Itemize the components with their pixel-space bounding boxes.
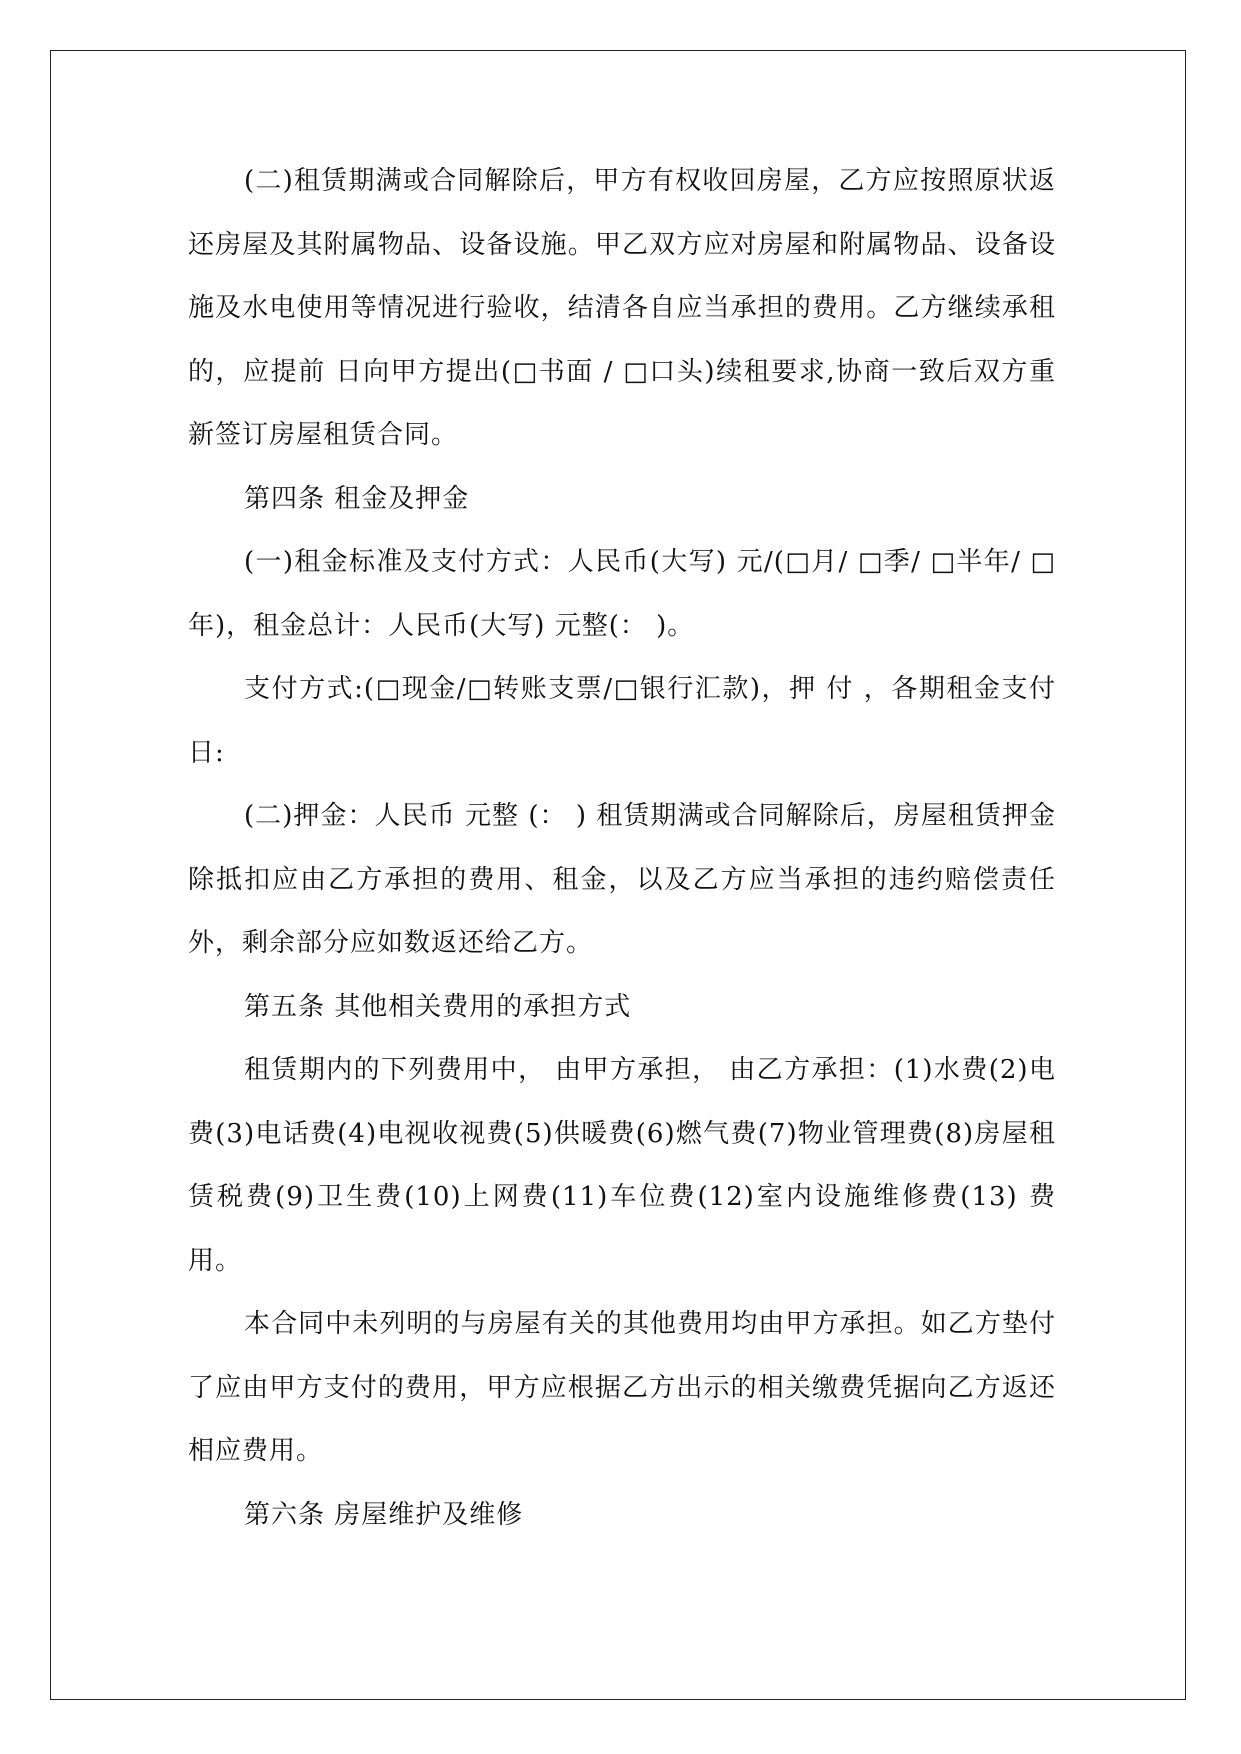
paragraph-deposit: (二)押金：人民币 元整 (： ) 租赁期满或合同解除后，房屋租赁押金除抵扣应由乙方承担的费用、租金，以及乙方应当承担的违约赔偿责任外，剩余部分应如数返还给乙方。 <box>188 801 1056 958</box>
paragraph-payment-method: 支付方式:(□现金/□转账支票/□银行汇款)，押 付 ，各期租金支付日: <box>188 674 1056 768</box>
paragraph-rent-standard: (一)租金标准及支付方式：人民币(大写) 元/(□月/ □季/ □半年/ □年)，租金总计：人民币(大写) 元整(： )。 <box>188 547 1056 641</box>
paragraph-fee-list: 租赁期内的下列费用中， 由甲方承担， 由乙方承担：(1)水费(2)电费(3)电话费(4)电视收视费(5)供暖费(6)燃气费(7)物业管理费(8)房屋租赁税费(9)卫生费(10)上网费(11)车位费(12)室内设施维修费(13) 费用。 <box>188 1055 1056 1276</box>
heading-article-6: 第六条 房屋维护及维修 <box>244 1499 524 1530</box>
heading-article-4: 第四条 租金及押金 <box>244 483 470 514</box>
document-body <box>188 150 1056 1547</box>
heading-article-5: 第五条 其他相关费用的承担方式 <box>244 991 632 1022</box>
paragraph-lease-expiry-return: (二)租赁期满或合同解除后，甲方有权收回房屋，乙方应按照原状返还房屋及其附属物品、设备设施。甲乙双方应对房屋和附属物品、设备设施及水电使用等情况进行验收，结清各自应当承担的费用。乙方继续承租的，应提前 日向甲方提出(□书面 / □口头)续租要求,协商一致后双方重新签订房屋租赁合同。 <box>188 166 1056 450</box>
paragraph-unlisted-fees: 本合同中未列明的与房屋有关的其他费用均由甲方承担。如乙方垫付了应由甲方支付的费用，甲方应根据乙方出示的相关缴费凭据向乙方返还相应费用。 <box>188 1309 1056 1466</box>
